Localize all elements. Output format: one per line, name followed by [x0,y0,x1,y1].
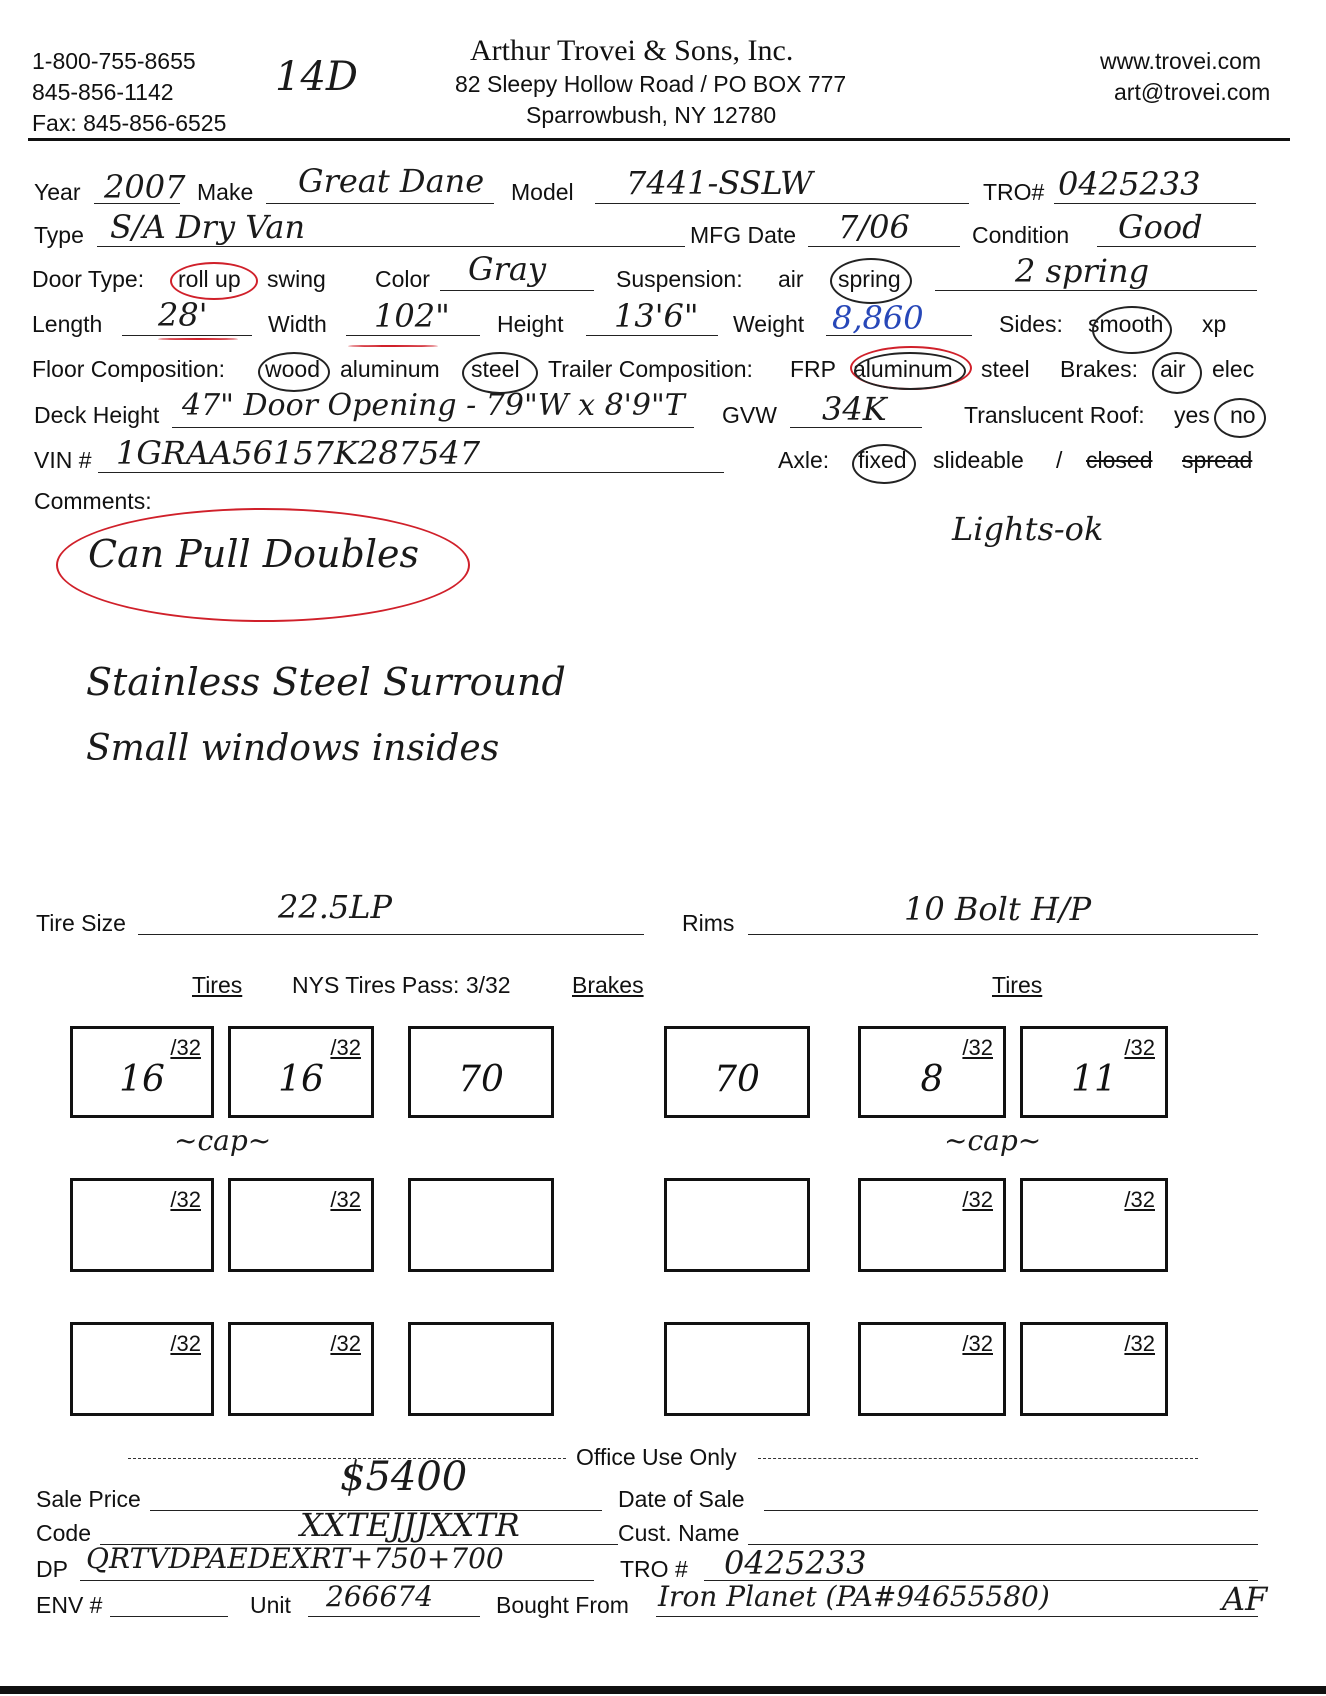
length-line [122,335,252,336]
brake-box-l1 [408,1026,554,1118]
gvw-value: 34K [822,390,887,428]
tire-size-value: 22.5LP [278,888,393,926]
comment-3: Stainless Steel Surround [86,660,566,704]
tire-box-value: 8 [920,1059,944,1100]
fax-number: Fax: 845-856-6525 [32,110,227,136]
dp-label: DP [36,1556,68,1582]
office-dash-right [758,1458,1198,1459]
model-line [595,203,969,204]
bought-from-line [656,1616,1258,1617]
tire-box-l2 [228,1322,374,1416]
axle-slash: / [1056,447,1063,473]
floor-wood-circle [258,352,330,392]
door-type-label: Door Type: [32,266,145,292]
sale-price-label: Sale Price [36,1486,141,1512]
tread-fraction: /32 [170,1187,201,1212]
sides-smooth-circle [1092,306,1172,354]
axle-slideable-option: slideable [933,447,1024,473]
tire-box-r1 [858,1322,1006,1416]
gvw-label: GVW [722,402,777,428]
tire-box-l1 [70,1322,214,1416]
tread-fraction: /32 [962,1331,993,1356]
tro-line [1054,203,1256,204]
brake-box-l1 [408,1322,554,1416]
axle-fixed-option: fixed [858,447,907,473]
tires-heading-right: Tires [992,972,1043,998]
width-line [346,335,480,336]
tro-value: 0425233 [1058,165,1201,203]
model-value: 7441-SSLW [626,164,813,202]
height-label: Height [497,311,564,337]
color-label: Color [375,266,430,292]
trailer-comp-aluminum-circle-2 [854,352,966,390]
rims-value: 10 Bolt H/P [904,890,1092,928]
email: art@trovei.com [1114,79,1271,105]
roof-no-option: no [1230,402,1256,428]
tire-box-l1 [70,1026,214,1118]
brake-box-value: 70 [458,1059,504,1100]
deck-height-label: Deck Height [34,402,160,428]
condition-label: Condition [972,222,1070,248]
trailer-comp-frp-option: FRP [790,356,836,382]
vin-line [98,472,724,473]
tire-size-label: Tire Size [36,910,126,936]
tread-fraction: /32 [170,1331,201,1356]
floor-steel-option: steel [471,356,520,382]
weight-label: Weight [733,311,805,337]
tro-office-value: 0425233 [724,1544,867,1582]
env-line [110,1616,228,1617]
year-value: 2007 [104,168,186,206]
tire-box-l2 [228,1026,374,1118]
make-value: Great Dane [298,162,485,200]
code-label: Code [36,1520,91,1546]
door-swing-option: swing [267,266,326,292]
nys-tires-pass: NYS Tires Pass: 3/32 [292,972,511,998]
sides-smooth-option: smooth [1088,311,1164,337]
model-label: Model [511,179,574,205]
header-divider [28,138,1290,141]
trailer-comp-label: Trailer Composition: [548,356,753,382]
tread-fraction: /32 [330,1331,361,1356]
type-value: S/A Dry Van [110,208,306,246]
axle-spread-option: spread [1182,447,1253,473]
trailer-comp-aluminum-option: aluminum [853,356,953,382]
axle-closed-option: closed [1086,447,1153,473]
vin-value: 1GRAA56157K287547 [116,434,481,472]
tire-box-value: 16 [278,1059,324,1100]
brake-box-r1 [664,1178,810,1272]
tire-size-line [138,934,644,935]
axle-label: Axle: [778,447,830,473]
tread-fraction: /32 [1124,1331,1155,1356]
deck-height-value: 47" Door Opening - 79"W x 8'9"T [182,388,685,423]
brake-box-value: 70 [714,1059,760,1100]
date-of-sale-label: Date of Sale [618,1486,745,1512]
cap-note-right: ~cap~ [944,1124,1042,1157]
condition-line [1097,246,1256,247]
tread-fraction: /32 [962,1035,993,1060]
floor-comp-label: Floor Composition: [32,356,226,382]
tire-box-value: 11 [1071,1059,1117,1100]
unit-line [308,1616,480,1617]
bought-from-label: Bought From [496,1592,629,1618]
brakes-air-option: air [1160,356,1186,382]
tire-box-l1 [70,1178,214,1272]
tread-fraction: /32 [962,1187,993,1212]
stamp-number: 14D [275,54,358,100]
tire-box-r2 [1020,1322,1168,1416]
suspension-air-option: air [778,266,804,292]
tread-fraction: /32 [330,1187,361,1212]
tro-office-label: TRO # [620,1556,688,1582]
website: www.trovei.com [1100,48,1262,74]
brakes-heading: Brakes [572,972,644,998]
suspension-label: Suspension: [616,266,743,292]
tire-box-r1 [858,1178,1006,1272]
tread-fraction: /32 [1124,1035,1155,1060]
tread-fraction: /32 [170,1035,201,1060]
cust-name-label: Cust. Name [618,1520,740,1546]
mfg-date-line [808,246,960,247]
unit-label: Unit [250,1592,291,1618]
weight-value: 8,860 [832,299,924,337]
mfg-date-label: MFG Date [690,222,797,248]
brake-box-r1 [664,1322,810,1416]
mfg-date-value: 7/06 [838,208,910,246]
tro-label: TRO# [983,179,1045,205]
sides-label: Sides: [999,311,1063,337]
door-rollup-circle [170,262,258,300]
color-line [440,290,594,291]
door-rollup-option: roll up [178,266,241,292]
comment-2: Lights-ok [952,510,1104,548]
brake-box-r1 [664,1026,810,1118]
comment-4: Small windows insides [86,728,500,769]
bottom-scan-edge [0,1686,1326,1694]
rims-label: Rims [682,910,735,936]
sides-xp-option: xp [1202,311,1227,337]
comments-label: Comments: [34,488,152,514]
length-value: 28' [158,296,208,334]
suspension-note: 2 spring [1015,252,1150,290]
tire-box-r2 [1020,1026,1168,1118]
roof-yes-option: yes [1174,402,1210,428]
bought-from-value: Iron Planet (PA#94655580) [658,1580,1050,1613]
width-red-underline [348,345,438,347]
env-label: ENV # [36,1592,103,1618]
condition-value: Good [1118,208,1203,246]
cap-note-left: ~cap~ [174,1124,272,1157]
translucent-roof-label: Translucent Roof: [964,402,1145,428]
sale-price-value: $5400 [340,1454,468,1500]
phone-2: 845-856-1142 [32,79,174,105]
initials: AF [1222,1580,1268,1618]
brakes-label: Brakes: [1060,356,1138,382]
axle-fixed-circle [852,444,916,484]
brakes-air-circle [1152,352,1202,394]
address-line-1: 82 Sleepy Hollow Road / PO BOX 777 [455,71,847,97]
brake-box-l1 [408,1178,554,1272]
tire-box-value: 16 [119,1059,165,1100]
brakes-elec-option: elec [1212,356,1255,382]
floor-wood-option: wood [265,356,320,382]
address-line-2: Sparrowbush, NY 12780 [526,102,777,128]
suspension-spring-circle [830,258,912,304]
length-label: Length [32,311,103,337]
length-red-underline [158,338,238,340]
tire-box-r2 [1020,1178,1168,1272]
dp-value: QRTVDPAEDEXRT+750+700 [86,1542,504,1575]
tire-box-l2 [228,1178,374,1272]
comment-1: Can Pull Doubles [88,532,419,576]
make-line [266,203,494,204]
type-label: Type [34,222,84,248]
width-value: 102" [374,297,450,335]
suspension-note-line [935,290,1257,291]
code-value: XXTEJJJXXTR [300,1506,520,1544]
type-line [97,246,685,247]
color-value: Gray [468,250,547,288]
height-value: 13'6" [614,297,699,335]
height-line [586,335,718,336]
suspension-spring-option: spring [838,266,901,292]
tire-box-r1 [858,1026,1006,1118]
vin-label: VIN # [34,447,92,473]
rims-line [748,934,1258,935]
tread-fraction: /32 [330,1035,361,1060]
year-label: Year [34,179,81,205]
company-name: Arthur Trovei & Sons, Inc. [470,34,794,67]
width-label: Width [268,311,327,337]
roof-no-circle [1214,398,1266,438]
unit-value: 266674 [326,1580,433,1613]
deck-height-line [172,427,694,428]
trailer-comp-steel-option: steel [981,356,1030,382]
tires-heading-left: Tires [192,972,243,998]
tread-fraction: /32 [1124,1187,1155,1212]
make-label: Make [197,179,254,205]
floor-aluminum-option: aluminum [340,356,440,382]
phone-1: 1-800-755-8655 [32,48,196,74]
office-use-title: Office Use Only [576,1444,737,1470]
date-of-sale-line [764,1510,1258,1511]
